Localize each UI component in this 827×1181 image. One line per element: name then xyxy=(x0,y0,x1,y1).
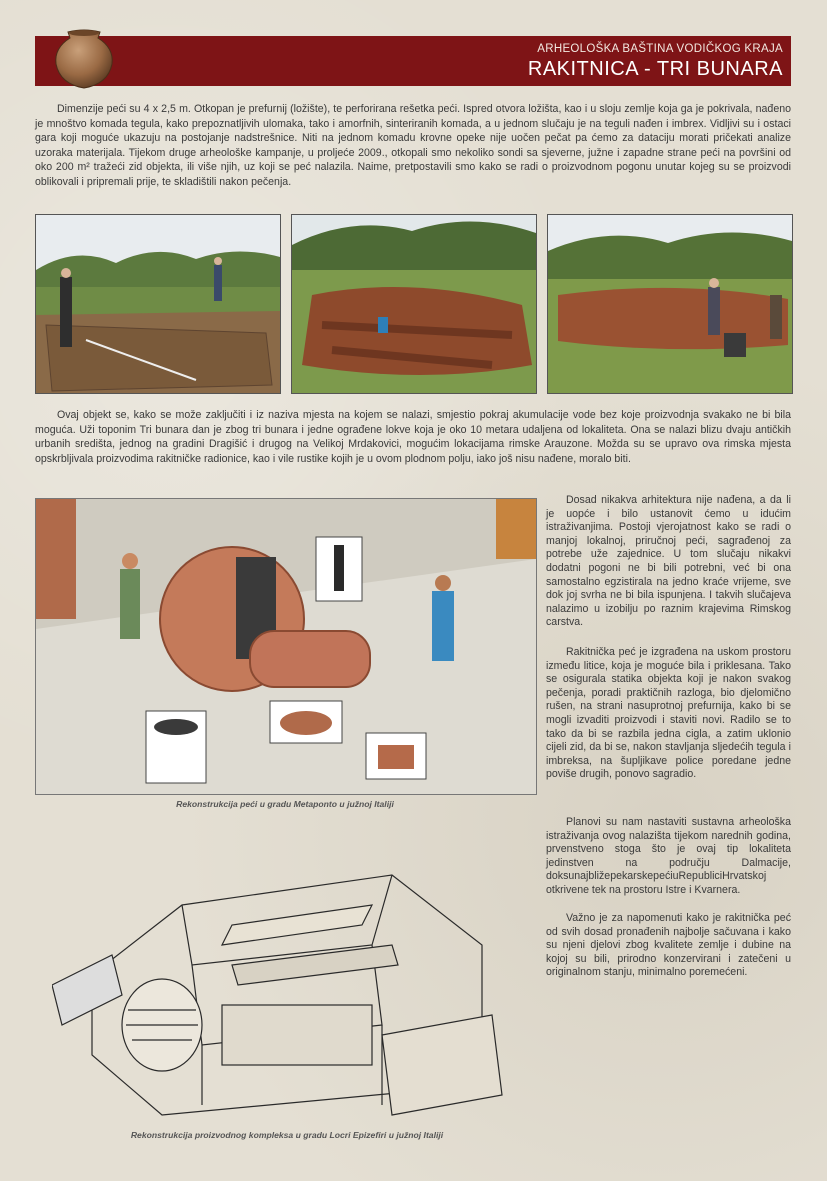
kiln-reconstruction-illustration xyxy=(35,498,537,795)
series-title: ARHEOLOŠKA BAŠTINA VODIČKOG KRAJA xyxy=(537,43,783,55)
excavation-photo-1 xyxy=(35,214,281,394)
complex-drawing-caption: Rekonstrukcija proizvodnog kompleksa u gradu Locri Epizefiri u južnoj Italiji xyxy=(130,1130,444,1140)
excavation-photo-3 xyxy=(547,214,793,394)
right-column-paragraph-3: Planovi su nam nastaviti sustavna arheološka istraživanja ovog nalazišta tijekom narednih godina, prvenstveno stoga što je ovaj tip lokaliteta jedinstven na području Dalmacije, doksunajbližepekarskepećiuRepubliciHrvatskoj otkrivene tek na prostoru Istre i Kvarnera. xyxy=(546,816,791,896)
intro-paragraph: Dimenzije peći su 4 x 2,5 m. Otkopan je prefurnij (ložište), te perforirana rešetka peći. Ispred otvora ložišta, kao i u sloju zemlje koja ga je pokrivala, nađeno je mnoštvo komada tegula, kako prepoznatljivih ulomaka, tako i amorfnih, sinteriranih komada, a u jednom slučaju je na teguli nađen i imbrex. Vidljivi su i ostaci gara koji moguće ukazuju na postojanje nadstrešnice. Niti na jednom komadu krovne opeke nije uočen pečat pa ćemo za dataciju morati pričekati analize uzoraka materijala. Tijekom druge arheološke kampanje, u proljeće 2009., otkopali smo nekoliko sondi sa sjeverne, južne i zapadne strane peći na površini od oko 200 m² tražeći zid objekta, ili više njih, uz koji se peć nalazila. Naime, pretpostavili smo kako se radi o proizvodnom pogonu unutar kojeg su se proizvodi oblikovali i pripremali prije, te skladištili nakon pečenja. xyxy=(35,103,791,188)
excavation-photo-2 xyxy=(291,214,537,394)
production-complex-drawing xyxy=(52,835,522,1125)
context-paragraph: Ovaj objekt se, kako se može zaključiti i iz naziva mjesta na kojem se nalazi, smjestio pokraj akumulacije vode bez koje proizvodnja svakako ne bi bila moguća. Uži toponim Tri bunara dan je zbog tri bunara i jedne ograđene lokve koja je oko 10 metara udaljena od lokaliteta. Ona se nalazi blizu dvaju antičkih urbanih središta, jednog na gradini Dragišić i drugog na Velikoj Mrdakovici, mogućim lokacijama rimske Arauzone. Možda su se upravo ova rimska mjesta opskrbljivala proizvodima rakitničke radionice, kao i vile rustike kojih je u ovom plodnom polju, iako još nisu nađene, moralo biti. xyxy=(35,409,791,465)
right-column-paragraph-4: Važno je za napomenuti kako je rakitnička peć od svih dosad pronađenih najbolje sačuvana i kako su njeni djelovi zbog kvalitete zemlje i dubine na kojoj su bili, prirodno konzervirani i zatečeni u originalnom stanju, minimalno poremećeni. xyxy=(546,912,791,979)
page-title: RAKITNICA - TRI BUNARA xyxy=(527,58,783,80)
clay-pot-icon xyxy=(50,26,118,90)
kiln-illustration-caption: Rekonstrukcija peći u gradu Metaponto u južnoj Italiji xyxy=(176,799,394,809)
right-column-paragraph-2: Rakitnička peć je izgrađena na uskom prostoru između litice, koja je moguće bila i priklesana. Tako se osigurala statika objekta koji je nakon svakog pečenja, poradi praktičnih razloga, bio djelomično rušen, na strani nasuprotnoj prefurnija, kako bi se mogli izvaditi proizvodi i staviti novi. Radilo se to tako da bi se razbila jedna cigla, a zatim uklonio cijeli zid, da bi se, nakon stavljanja sljedećih tegula i imbreksa, na šupljikave police poredane jedne poviše drugih, ponovo sagradio. xyxy=(546,646,791,781)
right-column-paragraph-1: Dosad nikakva arhitektura nije nađena, a da li je uopće i bilo ustanovit ćemo u idućim istraživanjima. Postoji vjerojatnost kako se radi o manjoj lokalnoj, priručnoj peći, sagrađenoj za potrebe uže zajednice. U tom slučaju nikakvi dodatni pogoni ne bi bili potrebni, već bi ona samostalno egzistirala na jedno kraće vrijeme, sve dok joj svrha ne bi bila ispunjena. I takvih slučajeva nalazimo u izobilju po raznim krajevima Rimskog carstva. xyxy=(546,494,791,629)
